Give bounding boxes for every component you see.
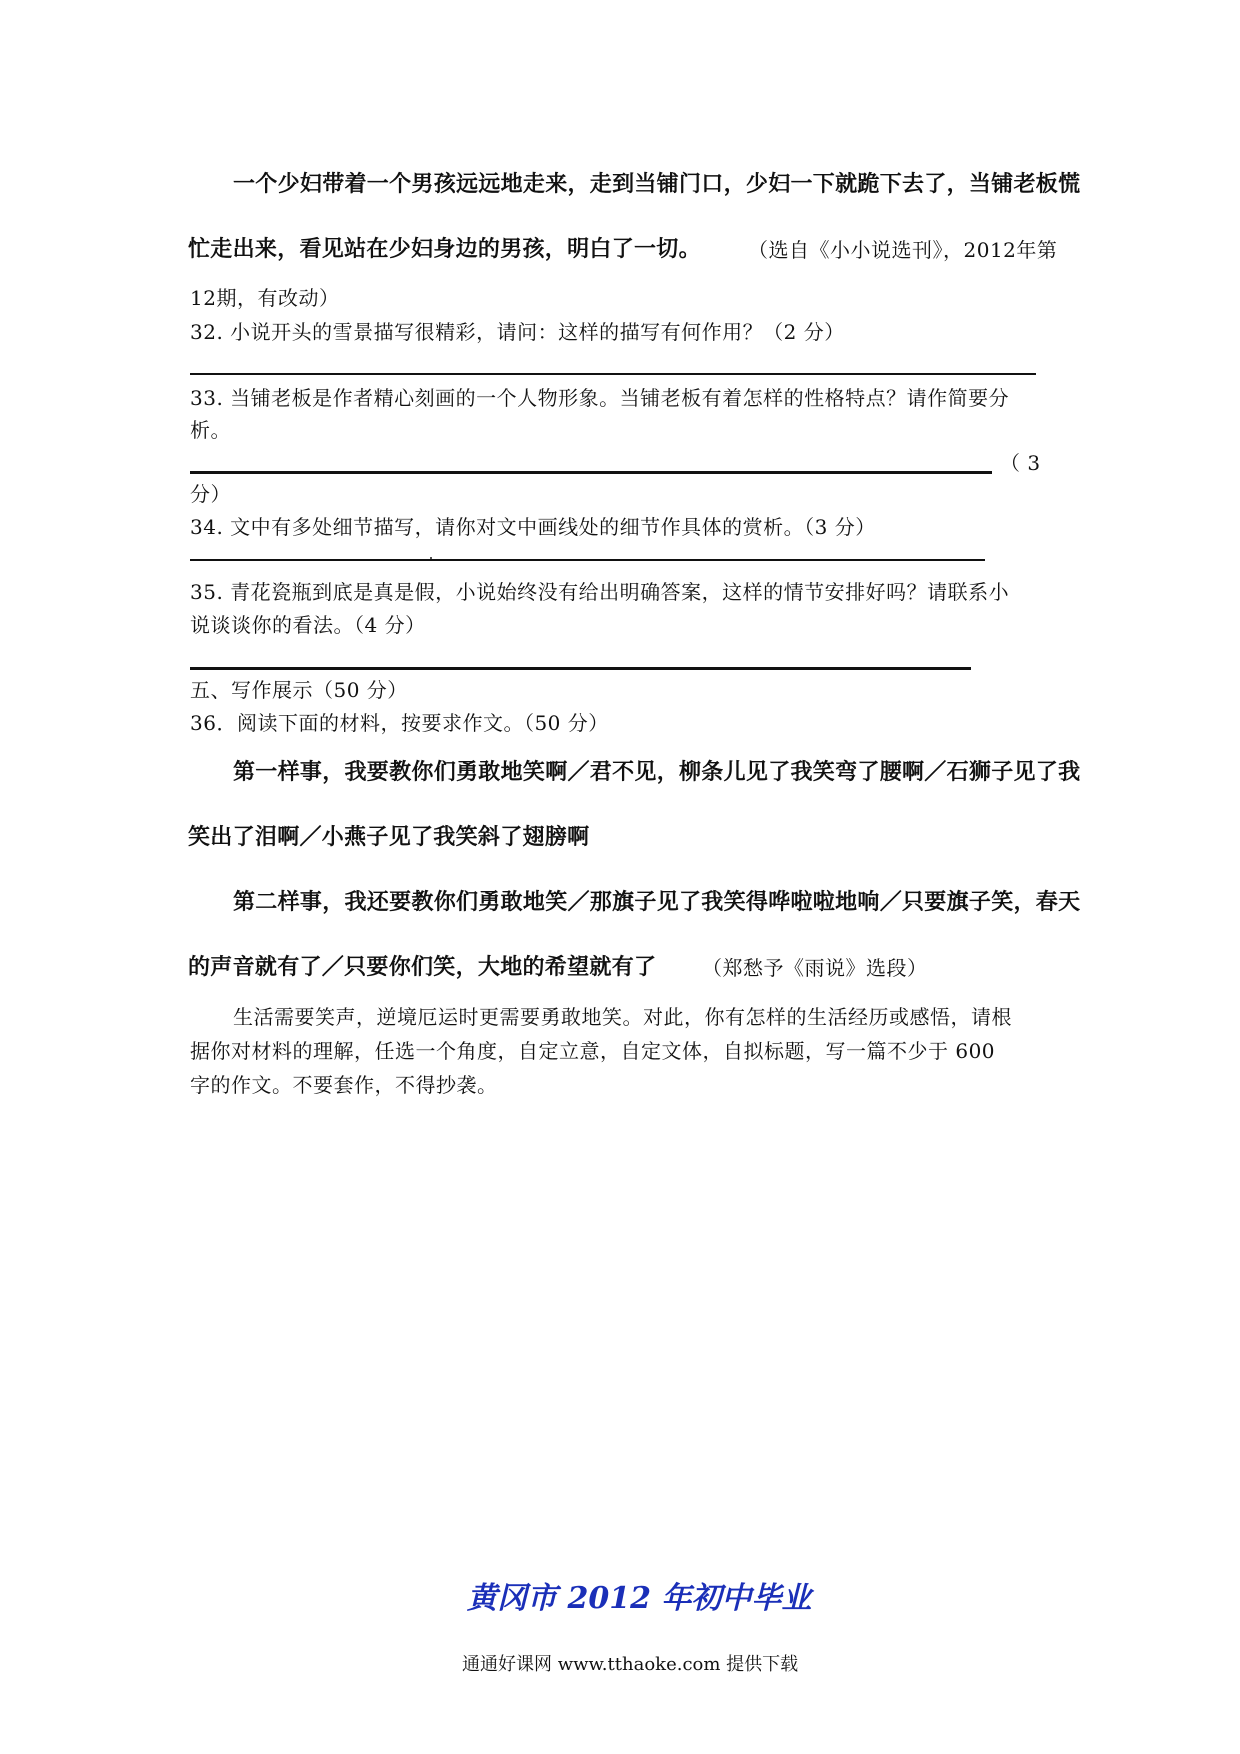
question-33-score-b: 分） [190,482,231,506]
passage-source-b: 12期，有改动） [190,286,340,310]
footer-title: 黄冈市 2012 年初中毕业 [467,1581,812,1616]
poem-stanza-1-line-2: 笑出了泪啊／小燕子见了我笑斜了翅膀啊 [188,825,590,850]
passage-source-a: （选自《小小说选刊》，2012年第 [748,238,1058,262]
poem-stanza-1-line-1: 第一样事，我要教你们勇敢地笑啊／君不见，柳条儿见了我笑弯了腰啊／石狮子见了我 [233,760,1081,785]
passage-line-2: 忙走出来，看见站在少妇身边的男孩，明白了一切。 [188,237,701,262]
question-33-line-2: 析。 [190,418,231,442]
passage-line-1: 一个少妇带着一个男孩远远地走来，走到当铺门口，少妇一下就跪下去了，当铺老板慌 [233,172,1081,197]
footer-source: 通通好课网 www.tthaoke.com 提供下载 [462,1654,799,1675]
poem-source: （郑愁予《雨说》选段） [702,956,928,980]
answer-line-32[interactable] [190,373,1036,375]
writing-prompt-line-1: 生活需要笑声，逆境厄运时更需要勇敢地笑。对此，你有怎样的生活经历或感悟，请根 [233,1005,1012,1029]
poem-stanza-2-line-2: 的声音就有了／只要你们笑，大地的希望就有了 [188,955,657,980]
question-36: 36．阅读下面的材料，按要求作文。（50 分） [190,711,609,735]
question-32: 32. 小说开头的雪景描写很精彩，请问：这样的描写有何作用？（2 分） [190,320,845,344]
writing-prompt-line-3: 字的作文。不要套作，不得抄袭。 [190,1073,498,1097]
answer-line-34[interactable] [190,559,985,561]
poem-stanza-2-line-1: 第二样事，我还要教你们勇敢地笑／那旗子见了我笑得哗啦啦地响／只要旗子笑，春天 [233,890,1081,915]
question-35-line-2: 说谈谈你的看法。（4 分） [190,613,426,637]
scan-dot [430,557,432,559]
question-33-line-1: 33. 当铺老板是作者精心刻画的一个人物形象。当铺老板有着怎样的性格特点？请作简要分 [190,386,1010,410]
question-34: 34. 文中有多处细节描写，请你对文中画线处的细节作具体的赏析。（3 分） [190,515,876,539]
question-35-line-1: 35. 青花瓷瓶到底是真是假，小说始终没有给出明确答案，这样的情节安排好吗？请联系小 [190,580,1010,604]
answer-line-33[interactable] [190,471,992,474]
answer-line-35[interactable] [190,667,971,670]
section-writing-title: 五、写作展示（50 分） [190,678,408,702]
question-33-score-a: （ 3 [1000,451,1041,475]
writing-prompt-line-2: 据你对材料的理解，任选一个角度，自定立意，自定文体，自拟标题，写一篇不少于 600 [190,1039,996,1063]
